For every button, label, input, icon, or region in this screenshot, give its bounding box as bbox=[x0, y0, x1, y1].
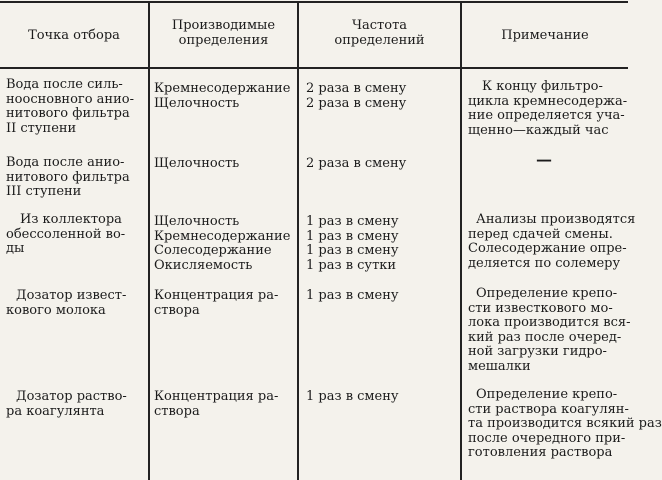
row-4-note bbox=[468, 287, 630, 374]
column-divider-1 bbox=[148, 1, 150, 480]
note-line: кий раз после очеред- bbox=[468, 329, 622, 345]
determination-line: Концентрация ра- bbox=[154, 288, 279, 303]
point-line: Дозатор извест- bbox=[16, 288, 127, 303]
row-3-point bbox=[6, 213, 125, 257]
note-line: Определение крепо- bbox=[476, 387, 618, 402]
point-line: ды bbox=[6, 241, 25, 256]
header-frequency bbox=[299, 18, 460, 48]
row-1-point bbox=[6, 78, 134, 136]
point-line: нитового фильтра bbox=[6, 106, 130, 121]
point-line: ра коагулянта bbox=[6, 403, 105, 419]
point-line: обессоленной во- bbox=[6, 226, 126, 242]
frequency-line: 2 раза в смену bbox=[306, 81, 407, 96]
note-line: Определение крепо- bbox=[476, 286, 618, 301]
note-line: Солесодержание опре- bbox=[468, 241, 627, 256]
determination-line: Кремнесодержание bbox=[154, 81, 291, 96]
row-5-determinations bbox=[154, 390, 278, 419]
determination-line: створа bbox=[154, 302, 200, 318]
frequency-line: 1 раз в смену bbox=[306, 288, 399, 303]
determination-line: Солесодержание bbox=[154, 243, 272, 258]
row-2-point bbox=[6, 156, 130, 200]
header-bottom-rule bbox=[0, 67, 628, 69]
row-4-frequency bbox=[306, 289, 399, 304]
note-line: готовления раствора bbox=[468, 445, 613, 460]
header-note-text: Примечание bbox=[501, 28, 589, 43]
note-line: К концу фильтро- bbox=[482, 79, 603, 94]
determination-line: створа bbox=[154, 403, 200, 419]
determination-line: Окисляемость bbox=[154, 257, 253, 273]
row-3-determinations bbox=[154, 215, 290, 273]
frequency-line: 2 раза в смену bbox=[306, 156, 407, 171]
row-4-determinations bbox=[154, 289, 278, 318]
point-line: Из коллектора bbox=[20, 212, 122, 227]
note-line: сти раствора коагулян- bbox=[468, 401, 629, 417]
note-line: сти известкового мо- bbox=[468, 300, 613, 316]
column-divider-3 bbox=[460, 1, 462, 480]
row-3-note bbox=[468, 213, 635, 271]
frequency-line: 1 раз в смену bbox=[306, 243, 399, 258]
point-line: Вода после силь- bbox=[6, 77, 123, 92]
point-line: Вода после анио- bbox=[6, 155, 125, 170]
row-1-determinations bbox=[154, 82, 290, 111]
note-line: лока производится вся- bbox=[468, 315, 631, 330]
note-line: щенно—каждый час bbox=[468, 122, 609, 138]
header-determinations-line: Производимые bbox=[171, 18, 276, 33]
point-line: Дозатор раство- bbox=[16, 389, 127, 404]
determination-line: Щелочность bbox=[154, 214, 240, 229]
header-determinations bbox=[150, 18, 297, 48]
row-2-note-dash: — bbox=[536, 150, 552, 169]
determination-line: Кремнесодержание bbox=[154, 228, 291, 244]
determination-line: Щелочность bbox=[154, 95, 240, 111]
column-divider-2 bbox=[297, 1, 299, 480]
frequency-line: 1 раз в смену bbox=[306, 228, 399, 244]
point-line: нитового фильтра bbox=[6, 169, 130, 185]
header-frequency-line: Частота bbox=[351, 18, 408, 33]
point-line: кового молока bbox=[6, 302, 106, 318]
row-2-determinations bbox=[154, 157, 239, 172]
header-note bbox=[462, 28, 628, 43]
header-point-text: Точка отбора bbox=[28, 28, 120, 43]
point-line: II ступени bbox=[6, 120, 77, 136]
frequency-line: 1 раз в сутки bbox=[306, 257, 397, 273]
note-line: Анализы производятся bbox=[476, 212, 636, 227]
header-frequency-line: определений bbox=[334, 33, 425, 48]
row-5-note bbox=[468, 388, 662, 461]
frequency-line: 2 раза в смену bbox=[306, 95, 407, 111]
note-line: цикла кремнесодержа- bbox=[468, 93, 628, 109]
note-line: после очередного при- bbox=[468, 430, 626, 446]
note-line: ной загрузки гидро- bbox=[468, 344, 607, 359]
frequency-line: 1 раз в смену bbox=[306, 389, 399, 404]
determination-line: Щелочность bbox=[154, 156, 240, 171]
row-3-frequency bbox=[306, 215, 399, 273]
header-determinations-line: определения bbox=[178, 33, 269, 48]
table-top-rule bbox=[0, 1, 628, 3]
note-line: мешалки bbox=[468, 358, 531, 374]
header-point bbox=[0, 28, 148, 43]
row-1-note bbox=[468, 80, 627, 138]
frequency-line: 1 раз в смену bbox=[306, 214, 399, 229]
row-5-point bbox=[6, 390, 127, 419]
note-line: перед сдачей смены. bbox=[468, 226, 613, 242]
note-line: ние определяется уча- bbox=[468, 108, 625, 123]
point-line: нооснoвного анио- bbox=[6, 91, 134, 107]
note-line: деляется по солемеру bbox=[468, 255, 621, 271]
row-1-frequency bbox=[306, 82, 406, 111]
determination-line: Концентрация ра- bbox=[154, 389, 279, 404]
row-4-point bbox=[6, 289, 126, 318]
point-line: III ступени bbox=[6, 184, 82, 199]
row-5-frequency bbox=[306, 390, 399, 405]
row-2-frequency bbox=[306, 157, 406, 172]
note-line: та производится всякий раз bbox=[468, 416, 662, 431]
